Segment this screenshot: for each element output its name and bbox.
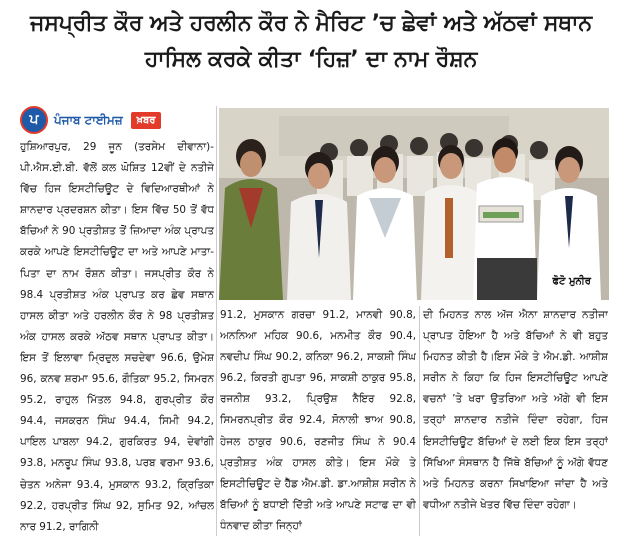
- article-column-1: ਹੁਸ਼ਿਆਰਪੁਰ, 29 ਜੂਨ (ਤਰਸੇਮ ਦੀਵਾਨਾ)- ਪੀ.ਐਸ.ਈ.ਬੀ. ਵੱਲੋਂ ਕਲ ਘੋਸ਼ਿਤ 12ਵੀਂ ਦੇ ਨਤੀਜੇ ਵਿੱਚ ਹਿਜ ਇਸਟੀਚਿਊਟ ਦੇ ਵਿਦਿਆਰਥੀਆਂ ਨੇ ਸ਼ਾਨਦਾਰ ਪ੍ਰਦਰਸ਼ਨ ਕੀਤਾ। ਇਸ ਵਿੱਚ 50 ਤੋਂ ਵੱਧ ਬੱਚਿਆਂ ਨੇ 90 ਪ੍ਰਤੀਸ਼ਤ ਤੋਂ ਜ਼ਿਆਦਾ ਅੰਕ ਪ੍ਰਾਪਤ ਕਰਕੇ ਆਪਣੇ ਇਸਟੀਚਿਊਟ ਦਾ ਅਤੇ ਆਪਣੇ ਮਾਤਾ-ਪਿਤਾ ਦਾ ਨਾਮ ਰੌਸ਼ਨ ਕੀਤਾ। ਜਸਪ੍ਰੀਤ ਕੌਰ ਨੇ 98.4 ਪ੍ਰਤੀਸ਼ਤ ਅੰਕ ਪ੍ਰਾਪਤ ਕਰ ਛੇਵ ਸਥਾਨ ਹਾਸਲ ਕੀਤਾ ਅਤੇ ਹਰਲੀਨ ਕੌਰ ਨੇ 98 ਪ੍ਰਤੀਸ਼ਤ ਅੰਕ ਹਾਸਲ ਕਰਕੇ ਅੱਠਵ ਸਥਾਨ ਪ੍ਰਾਪਤ ਕੀਤਾ। ਇਸ ਤੋਂ ਇਲਾਵਾ ਮ੍ਰਿਦੁਲ ਸਚਦੇਵਾ 96.6, ਉਮੇਸ਼ 96, ਕਨਵ ਸ਼ਰਮਾ 95.6, ਗੌਤਿਕਾ 95.2, ਸਿਮਰਨ 95.2, ਰਾਹੁਲ ਮਿੱਤਲ 94.8, ਗੁਰਪ੍ਰੀਤ ਕੌਰ 94.4, ਜਸਕਰਨ ਸਿੰਘ 94.4, ਸਿਮੀ 94.2, ਪਾਇਲ ਪਾਬਲਾ 94.2, ਗੁਰਕਿਰਤ 94, ਦੇਵਾਂਗੀ 93.8, ਮਨਰੂਪ ਸਿੰਘ 93.8, ਪਰਬ ਵਰਮਾ 93.6, ਚੇਤਨ ਅਨੇਜਾ 93.4, ਮੁਸਕਾਨ 93.2, ਕ੍ਰਿਤਿਕਾ 92.2, ਹਰਪ੍ਰੀਤ ਸਿੰਘ 92, ਸੁਮਿਤ 92, ਆਂਚਲ ਨਾਰ 91.2, ਰਾਗਿਨੀ: [20, 141, 214, 533]
- news-badge: ਖ਼ਬਰ: [131, 112, 162, 129]
- column-divider: [419, 306, 420, 536]
- publication-logo-icon: ਪ: [20, 106, 48, 134]
- masthead: [20, 106, 212, 134]
- photo-caption: ਫੋਟੋ ਮੁਨੀਰ: [547, 273, 597, 290]
- headline-line-1: ਜਸਪ੍ਰੀਤ ਕੌਰ ਅਤੇ ਹਰਲੀਨ ਕੌਰ ਨੇ ਮੈਰਿਟ ’ਚ ਛੇਵਾਂ ਅਤੇ ਅੱਠਵਾਂ ਸਥਾਨ: [30, 11, 592, 36]
- article-column-2: 91.2, ਮੁਸਕਾਨ ਗਰਚਾ 91.2, ਮਾਨਵੀ 90.8, ਅਨਨਿਆ ਮਹਿਕ 90.6, ਮਨਮੀਤ ਕੌਰ 90.4, ਨਵਦੀਪ ਸਿੰਘ 90.2, ਕਨਿਕਾ 96.2, ਸਾਕਸ਼ੀ ਸਿੰਘ 96.2, ਕਿਰਤੀ ਗੁਪਤਾ 96, ਸਾਕਸ਼ੀ ਠਾਕੁਰ 95.8, ਰਜਨੀਸ਼ 93.2, ਪ੍ਰਿਉਸ਼ ਨੈਇਰ 92.8, ਸਿਮਰਨਪ੍ਰੀਤ ਕੌਰ 92.4, ਸੋਨਾਲੀ ਝਾਅ 90.8, ਹੇਜਲ ਠਾਕੁਰ 90.6, ਰਣਜੀਤ ਸਿੰਘ ਨੇ 90.4 ਪ੍ਰਤੀਸ਼ਤ ਅੰਕ ਹਾਸਲ ਕੀਤੇ। ਇਸ ਮੌਕੇ ਤੇ ਇਸਟੀਚਿਊਟ ਦੇ ਹੈੱਡ ਐਮ.ਡੀ. ਡਾ.ਆਸ਼ੀਸ਼ ਸਰੀਨ ਨੇ ਬੱਚਿਆਂ ਨੂੰ ਬਧਾਈ ਦਿੱਤੀ ਅਤੇ ਆਪਣੇ ਸਟਾਫ ਦਾ ਵੀ ਧੰਨਵਾਦ ਕੀਤਾ ਜਿਨ੍ਹਾਂ: [220, 309, 416, 532]
- article-column-3: ਦੀ ਮਿਹਨਤ ਨਾਲ ਅੱਜ ਐਨਾ ਸ਼ਾਨਦਾਰ ਨਤੀਜਾ ਪ੍ਰਾਪਤ ਹੋਇਆ ਹੈ ਅਤੇ ਬੱਚਿਆਂ ਨੇ ਵੀ ਬਹੁਤ ਮਿਹਨਤ ਕੀਤੀ ਹੈ।ਇਸ ਮੌਕੇ ਤੇ ਐਮ.ਡੀ. ਆਸ਼ੀਸ਼ ਸਰੀਨ ਨੇ ਕਿਹਾ ਕਿ ਹਿਜ ਇਸਟੀਚਿਊਟ ਆਪਣੇ ਵਚਨਾਂ ’ਤੇ ਖਰਾ ਉਤਰਿਆ ਅਤੇ ਅੱਗੇ ਵੀ ਇਸ ਤਰ੍ਹਾਂ ਸ਼ਾਨਦਾਰ ਨਤੀਜੇ ਦਿੰਦਾ ਰਹੇਗਾ, ਹਿਜ ਇਸਟੀਚਿਊਟ ਬੱਚਿਆਂ ਦੇ ਲਈ ਇਕ ਇਸ ਤਰ੍ਹਾਂ ਸਿੱਖਿਆ ਸੰਸਥਾਨ ਹੈ ਜਿੱਥੇ ਬੱਚਿਆਂ ਨੂੰ ਅੱਗੇ ਵੱਧਣ ਅਤੇ ਮਿਹਨਤ ਕਰਨਾ ਸਿਖਾਇਆ ਜਾਂਦਾ ਹੈ ਅਤੇ ਵਧੀਆ ਨਤੀਜੇ ਖੇਤਰ ਵਿੱਚ ਦਿੰਦਾ ਰਹੇਗਾ।: [423, 309, 608, 511]
- headline-line-2: ਹਾਸਿਲ ਕਰਕੇ ਕੀਤਾ ‘ਹਿਜ਼’ ਦਾ ਨਾਮ ਰੌਸ਼ਨ: [144, 47, 478, 72]
- students-photo-illustration: [219, 108, 609, 300]
- news-photo: [219, 108, 609, 300]
- column-divider: [216, 106, 217, 536]
- headline: [0, 6, 622, 78]
- publication-name: ਪੰਜਾਬ ਟਾਈਮਜ਼: [54, 112, 123, 127]
